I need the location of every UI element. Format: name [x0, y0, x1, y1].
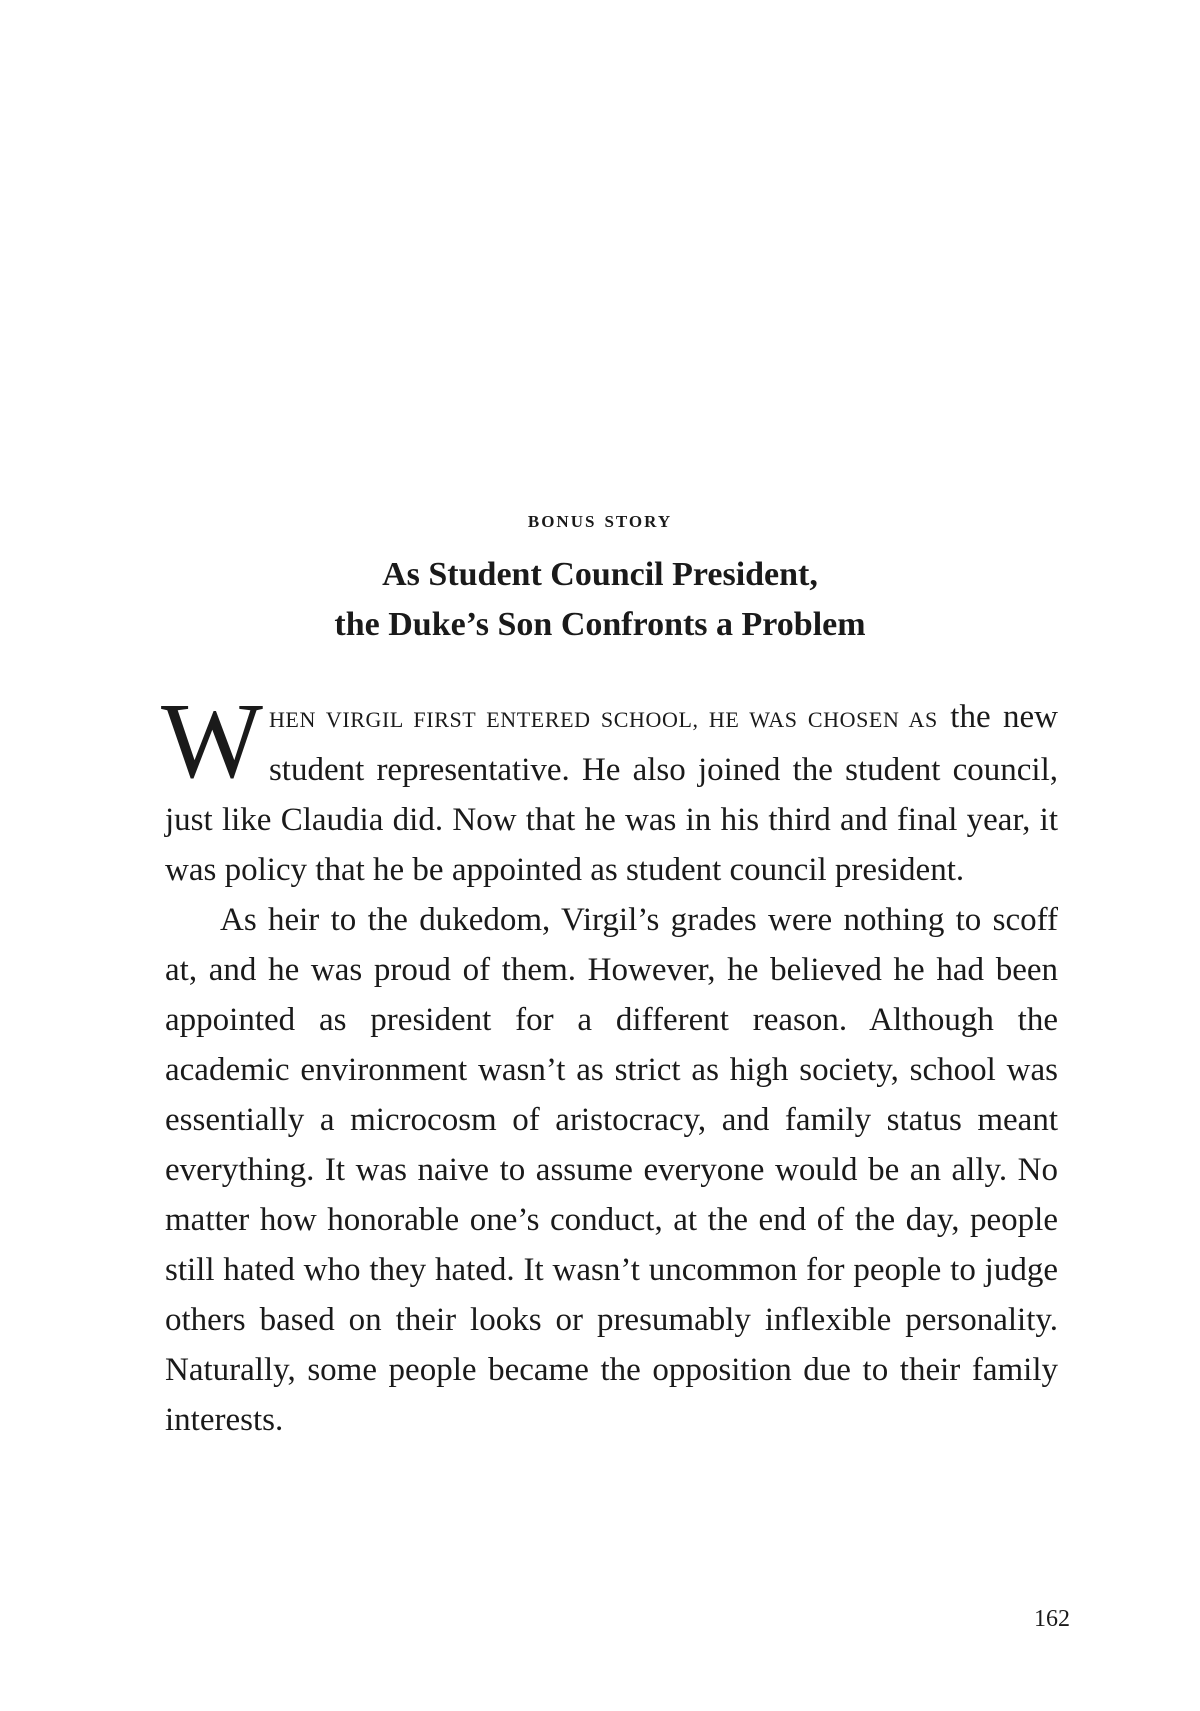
title-line-1: As Student Council President,	[382, 556, 818, 593]
drop-cap: W	[161, 682, 263, 801]
lead-in-text: HEN VIRGIL FIRST ENTERED SCHOOL, HE WAS CHOSEN AS	[268, 707, 938, 732]
title-line-2: the Duke’s Son Confronts a Problem	[334, 606, 866, 643]
paragraph-1-text: the new student representative. He also joined the student council, just like Claudia did. Now that he was in his third and final year, it was policy that he be appointed as student council president.	[165, 699, 1058, 888]
story-title	[0, 550, 1200, 650]
page-number: 162	[1034, 1606, 1070, 1632]
section-label: bonus story	[527, 507, 673, 533]
paragraph-2: As heir to the dukedom, Virgil’s grades were nothing to scoff at, and he was proud of them. However, he believed he had been appointed as president for a different reason. Although the academic environment wasn’t as strict as high society, school was essentially a microcosm of aristocracy, and family status meant everything. It was naive to assume everyone would be an ally. No matter how honorable one’s conduct, at the end of the day, people still hated who they hated. It wasn’t uncommon for people to judge others based on their looks or presumably inflexible personality. Naturally, some people became the opposition due to their family interests.	[165, 902, 1058, 1438]
paragraph-1	[161, 682, 1058, 895]
story-body	[161, 682, 1058, 1445]
